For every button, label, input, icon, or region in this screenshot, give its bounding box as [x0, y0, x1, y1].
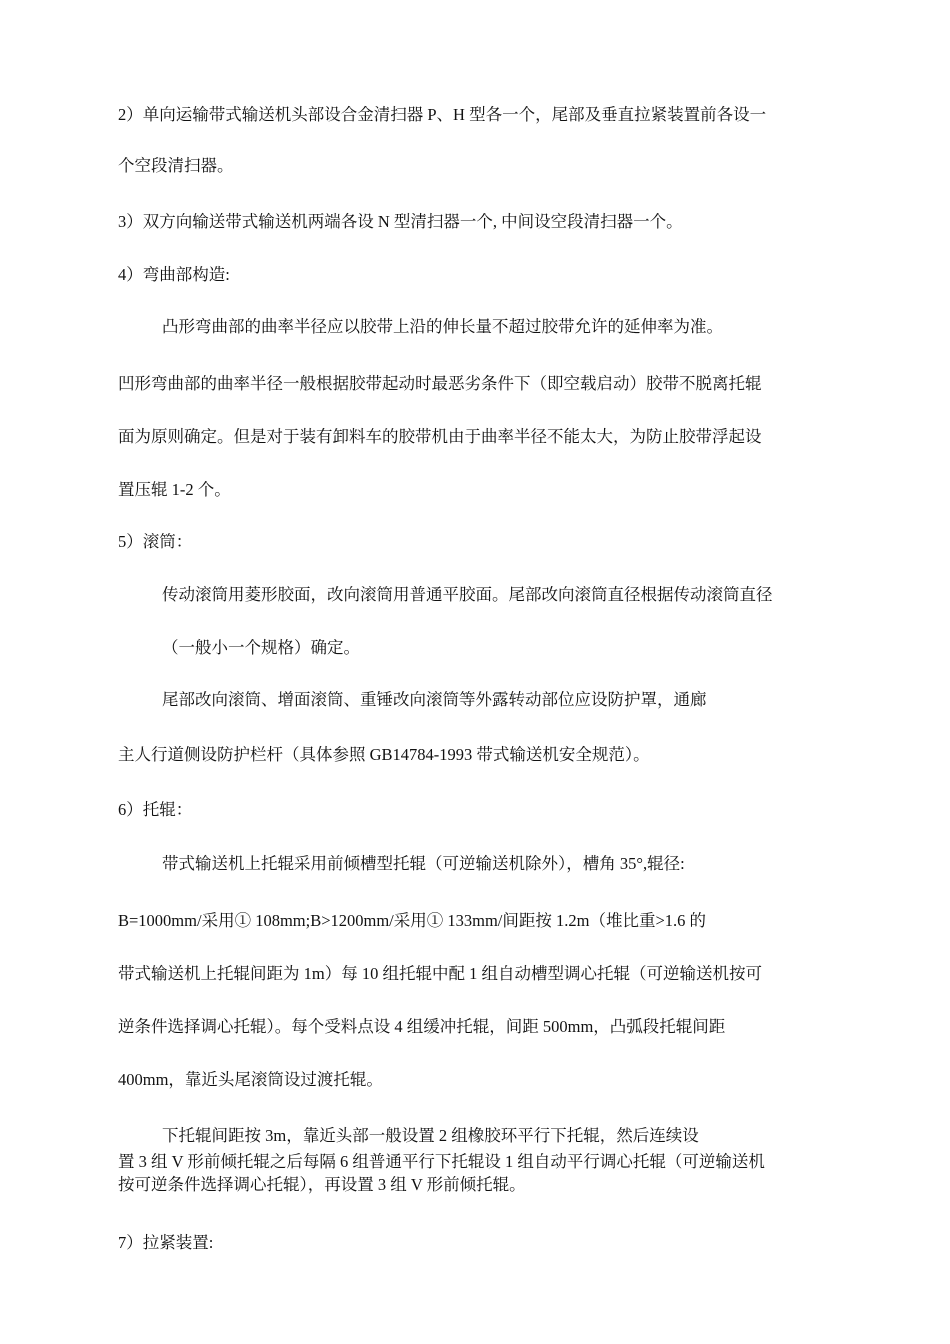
text-line: 逆条件选择调心托辊）。每个受料点设 4 组缓冲托辊，间距 500mm，凸弧段托辊间距 [118, 1017, 726, 1036]
text-line: 2）单向运输带式输送机头部设合金清扫器 P、H 型各一个，尾部及垂直拉紧装置前各设一 [118, 105, 767, 124]
text-line: 个空段清扫器。 [118, 156, 234, 175]
text-line: 按可逆条件选择调心托辊），再设置 3 组 V 形前倾托辊。 [118, 1175, 526, 1194]
text-line: 带式输送机上托辊采用前倾槽型托辊（可逆输送机除外），槽角 35°,辊径: [162, 854, 685, 873]
text-line: 凸形弯曲部的曲率半径应以胶带上沿的伸长量不超过胶带允许的延伸率为准。 [162, 317, 723, 336]
text-line: 主人行道侧设防护栏杆（具体参照 GB14784-1993 带式输送机安全规范）。 [118, 745, 650, 764]
section-heading: 6）托辊： [118, 800, 193, 819]
text-line: 下托辊间距按 3m，靠近头部一般设置 2 组橡胶环平行下托辊，然后连续设 [162, 1126, 699, 1145]
text-line: 置 3 组 V 形前倾托辊之后每隔 6 组普通平行下托辊设 1 组自动平行调心托辊（可逆输送机 [118, 1152, 765, 1171]
text-line: 面为原则确定。但是对于装有卸料车的胶带机由于曲率半径不能太大，为防止胶带浮起设 [118, 427, 762, 446]
section-heading: 4）弯曲部构造: [118, 265, 230, 284]
text-line: 传动滚筒用菱形胶面，改向滚筒用普通平胶面。尾部改向滚筒直径根据传动滚筒直径 [162, 585, 773, 604]
text-line: 置压辊 1-2 个。 [118, 480, 231, 499]
text-line: 凹形弯曲部的曲率半径一般根据胶带起动时最恶劣条件下（即空载启动）胶带不脱离托辊 [118, 374, 762, 393]
text-line: B=1000mm/采用① 108mm;B>1200mm/采用① 133mm/间距按 1.2m（堆比重>1.6 的 [118, 911, 707, 930]
section-heading: 7）拉紧装置: [118, 1233, 214, 1252]
text-line: 尾部改向滚筒、增面滚筒、重锤改向滚筒等外露转动部位应设防护罩，通廊 [162, 690, 707, 709]
text-line: 3）双方向输送带式输送机两端各设 N 型清扫器一个, 中间设空段清扫器一个。 [118, 212, 683, 231]
text-line: （一般小一个规格）确定。 [162, 638, 360, 657]
text-line: 400mm，靠近头尾滚筒设过渡托辊。 [118, 1070, 383, 1089]
text-line: 带式输送机上托辊间距为 1m）每 10 组托辊中配 1 组自动槽型调心托辊（可逆输送机按可 [118, 964, 762, 983]
section-heading: 5）滚筒： [118, 532, 193, 551]
